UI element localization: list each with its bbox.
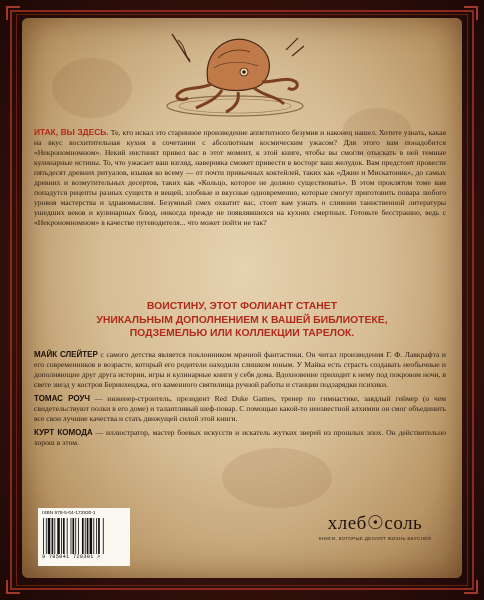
barcode-bar bbox=[48, 518, 51, 554]
barcode-bar bbox=[67, 518, 68, 554]
barcode-bar bbox=[96, 518, 97, 554]
barcode-bar bbox=[46, 518, 47, 554]
barcode-image bbox=[42, 518, 126, 554]
tagline-line: УНИКАЛЬНЫМ ДОПОЛНЕНИЕМ К ВАШЕЙ БИБЛИОТЕКЕ, bbox=[96, 314, 388, 326]
author-bio bbox=[34, 428, 446, 448]
publisher-slogan: КНИГИ, КОТОРЫЕ ДЕЛАЮТ ЖИЗНЬ ВКУСНЕЙ bbox=[318, 536, 432, 541]
author-bio-text: — инженер-строитель, президент Red Duke Games, тренер по гимнастике, заядлый геймер (о чем свидетельствуют полки в его доме) и талантливый шеф-повар. С помощью какой-то неизвестной алхимии он смог объединить все свои лучшие качества и стать движущей силой этой книги. bbox=[34, 394, 446, 423]
barcode-bar bbox=[103, 518, 104, 554]
barcode-bar bbox=[78, 518, 79, 554]
corner-ornament bbox=[464, 6, 478, 20]
barcode-bar bbox=[57, 518, 60, 554]
barcode-panel bbox=[38, 508, 130, 566]
author-name: МАЙК СЛЕЙТЕР bbox=[34, 350, 98, 359]
barcode-bar bbox=[71, 518, 72, 554]
barcode-bar bbox=[98, 518, 100, 554]
tagline-line: ПОДЗЕМЕЛЬЮ ИЛИ КОЛЛЕКЦИИ ТАРЕЛОК. bbox=[129, 328, 355, 339]
barcode-bar bbox=[82, 518, 84, 554]
corner-ornament bbox=[464, 580, 478, 594]
barcode-bar bbox=[52, 518, 54, 554]
octopus-on-plate-illustration bbox=[160, 20, 310, 120]
intro-lead: ИТАК, ВЫ ЗДЕСЬ. bbox=[34, 127, 109, 137]
tagline-line: ВОИСТИНУ, ЭТОТ ФОЛИАНТ СТАНЕТ bbox=[146, 301, 338, 312]
isbn-number: ISBN 978-5-04-172930-1 bbox=[42, 511, 96, 516]
author-bio-text: — иллюстратор, мастер боевых искусств и искатель жутких зверей из прошлых эпох. Он действительно хорош в этом. bbox=[34, 428, 447, 447]
publisher-name: хлеб☉соль bbox=[327, 513, 423, 534]
barcode-bar bbox=[75, 518, 76, 554]
barcode-bar bbox=[85, 518, 86, 554]
author-name: КУРТ КОМОДА bbox=[34, 428, 93, 437]
barcode-bar bbox=[87, 518, 89, 554]
barcode-bar bbox=[54, 518, 55, 554]
author-bio bbox=[34, 394, 446, 424]
intro-body: Те, кто искал это старинное произведение аппетитного безумия и наконец нашел. Хотите узнать, какая на вкус восхитительная кухня в сочетании с абсолютным космическим ужасом? Для этого вам понадобится «Некрономномном». Некий инстинкт привел вас в этот момент, к этой книге, чтобы вы смогли отыскать в ней темные кулинарные истины. То, что ужасает ваш взгляд, наверняка сможет привести в восторг ваш желудок. Вам предстоит провести пятьдесят древних ритуалов, взывая ко всему — от почти привычных коктейлей, таких как «Джин и Мискатоник», до самых древних и возмутительных десертов, таких как «Кольцо, которое не должно существовать». В этом проклятом томе вам попадутся рецепты разных существ и вещей, злобные и вкусные одновременно, которые смогут приготовить повара любого уровня мастерства и здравомыслия. Безумный смех охватит вас, стоит вам узнать о слиянии таинственной литературы ушедших веков и кулинарных блюд, никогда прежде не появлявшихся на кухнях смертных. Готовьте бесстрашно, ведь с «Некрономномном» в качестве путеводителя... что может пойти не так? bbox=[34, 128, 446, 227]
intro-text bbox=[34, 127, 446, 228]
barcode-bar bbox=[63, 518, 65, 554]
author-name: ТОМАС РОУЧ bbox=[34, 394, 90, 403]
author-bio-text: с самого детства является поклонником мрачной фантастики. Он читал произведения Г. Ф. Лавкрафта и его современников в возрасте, который его родители находили слишком юным. У Майка есть страсть создавать необычные и дополняющие друг друга истории, игры и кулинарные книги у себя дома. Вдохновение приходит к нему под покровом ночи, в свете звезд у костров Беринхенджа, его каменного святилища ручной работы и станции подзарядки психики. bbox=[34, 350, 446, 389]
barcode-digits: 9 785041 729301 > bbox=[42, 554, 101, 560]
parchment-stain bbox=[222, 448, 332, 508]
publisher-logo bbox=[300, 512, 450, 562]
parchment-stain bbox=[52, 58, 132, 118]
barcode-bar bbox=[93, 518, 94, 554]
tagline bbox=[60, 300, 424, 341]
barcode-bar bbox=[72, 518, 74, 554]
barcode-bar bbox=[61, 518, 62, 554]
barcode-bar bbox=[90, 518, 93, 554]
corner-ornament bbox=[6, 6, 20, 20]
author-bio bbox=[34, 350, 446, 390]
corner-ornament bbox=[6, 580, 20, 594]
author-bios bbox=[34, 350, 446, 452]
barcode-bar bbox=[43, 518, 44, 554]
